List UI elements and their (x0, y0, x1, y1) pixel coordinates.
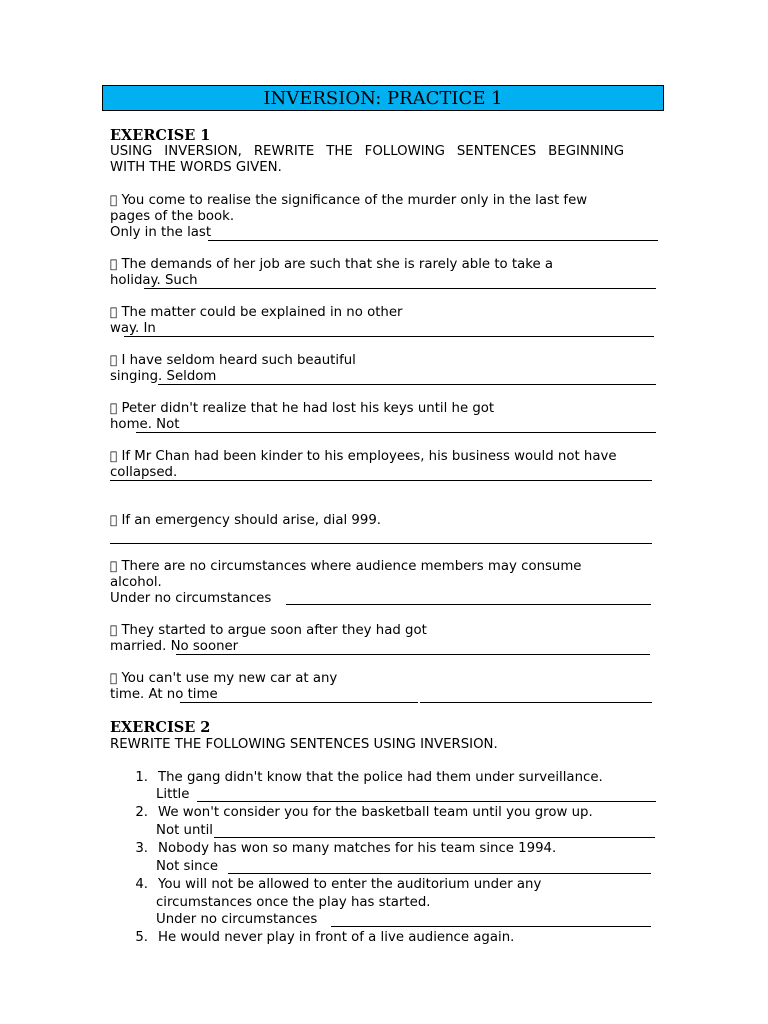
exercise1-item-text (110, 513, 381, 528)
list-item-text: Nobody has won so many matches for his team since 1994. (158, 841, 557, 856)
item-line-2: pages of the book. (110, 209, 235, 224)
exercise1-item-text (110, 623, 427, 638)
answer-line[interactable] (197, 801, 656, 802)
answer-line[interactable] (420, 702, 652, 703)
item-line: There are no circumstances where audience members may consume (110, 559, 571, 574)
exercise2-heading: EXERCISE 2 (110, 719, 211, 736)
bullet-icon (110, 401, 117, 415)
item-prompt: singing. Seldom (110, 369, 217, 384)
exercise1-instruction-line1: USING INVERSION, REWRITE THE FOLLOWING SENTENCES BEGINNING (110, 144, 624, 159)
exercise1-item-text (110, 353, 356, 368)
item-line: The matter could be explained in no other (110, 305, 392, 320)
answer-line[interactable] (136, 432, 656, 433)
item-prompt: home. Not (110, 417, 180, 432)
item-line: You can't use my new car at any (110, 671, 326, 686)
exercise1-item-text (110, 257, 553, 272)
bullet-icon (110, 353, 117, 367)
answer-line[interactable] (208, 240, 658, 241)
answer-line[interactable] (124, 336, 654, 337)
exercise1-item-text (110, 305, 403, 320)
answer-line[interactable] (176, 654, 650, 655)
exercise1-item-text (110, 671, 337, 686)
item-prompt: Under no circumstances (110, 591, 272, 606)
list-number: 4. (135, 877, 148, 892)
item-line: If an emergency should arise, dial 999. (110, 513, 370, 528)
item-prompt: way. In (110, 321, 156, 336)
list-number: 1. (135, 770, 148, 785)
bullet-icon (110, 449, 117, 463)
answer-line[interactable] (110, 480, 652, 481)
list-item-text: We won't consider you for the basketball team until you grow up. (158, 805, 593, 820)
exercise1-item-text (110, 401, 494, 416)
item-prompt: time. At no time (110, 687, 218, 702)
exercise1-item-text (110, 449, 617, 464)
list-item-text: The gang didn't know that the police had them under surveillance. (158, 770, 603, 785)
list-item-text-2: circumstances once the play has started. (156, 895, 431, 910)
list-item-text: You will not be allowed to enter the auditorium under any (158, 877, 542, 892)
item-line: You come to realise the significance of the murder only in the last few (110, 193, 576, 208)
item-prompt: married. No sooner (110, 639, 239, 654)
item-prompt: holiday. Such (110, 273, 198, 288)
answer-line[interactable] (286, 604, 651, 605)
page-title: INVERSION: PRACTICE 1 (102, 85, 664, 111)
answer-line[interactable] (228, 873, 651, 874)
answer-line[interactable] (158, 384, 656, 385)
item-prompt: Not until (156, 823, 213, 838)
list-number: 3. (135, 841, 148, 856)
bullet-icon (110, 193, 117, 207)
item-prompt: Not since (156, 859, 219, 874)
answer-line[interactable] (110, 543, 652, 544)
answer-line[interactable] (214, 837, 655, 838)
item-line: If Mr Chan had been kinder to his employees, his business would not have (110, 449, 606, 464)
answer-line[interactable] (331, 926, 651, 927)
bullet-icon (110, 559, 117, 573)
exercise1-instruction-line2: WITH THE WORDS GIVEN. (110, 160, 282, 175)
item-prompt: Under no circumstances (156, 912, 318, 927)
item-line: I have seldom heard such beautiful (110, 353, 345, 368)
list-number: 2. (135, 805, 148, 820)
item-line: They started to argue soon after they had got (110, 623, 416, 638)
answer-line[interactable] (180, 702, 418, 703)
item-prompt: Only in the last (110, 225, 212, 240)
item-prompt: collapsed. (110, 465, 178, 480)
item-prompt: Little (156, 787, 190, 802)
exercise2-instruction: REWRITE THE FOLLOWING SENTENCES USING INVERSION. (110, 737, 498, 752)
bullet-icon (110, 623, 117, 637)
item-line: Peter didn't realize that he had lost his keys until he got (110, 401, 483, 416)
exercise1-item-text (110, 559, 582, 574)
bullet-icon (110, 257, 117, 271)
list-number: 5. (135, 930, 148, 945)
item-line: The demands of her job are such that she is rarely able to take a (110, 257, 542, 272)
bullet-icon (110, 671, 117, 685)
exercise1-heading: EXERCISE 1 (110, 127, 211, 144)
exercise1-item-text (110, 193, 587, 208)
answer-line[interactable] (144, 288, 656, 289)
item-line-2: alcohol. (110, 575, 162, 590)
bullet-icon (110, 305, 117, 319)
bullet-icon (110, 513, 117, 527)
list-item-text: He would never play in front of a live audience again. (158, 930, 515, 945)
